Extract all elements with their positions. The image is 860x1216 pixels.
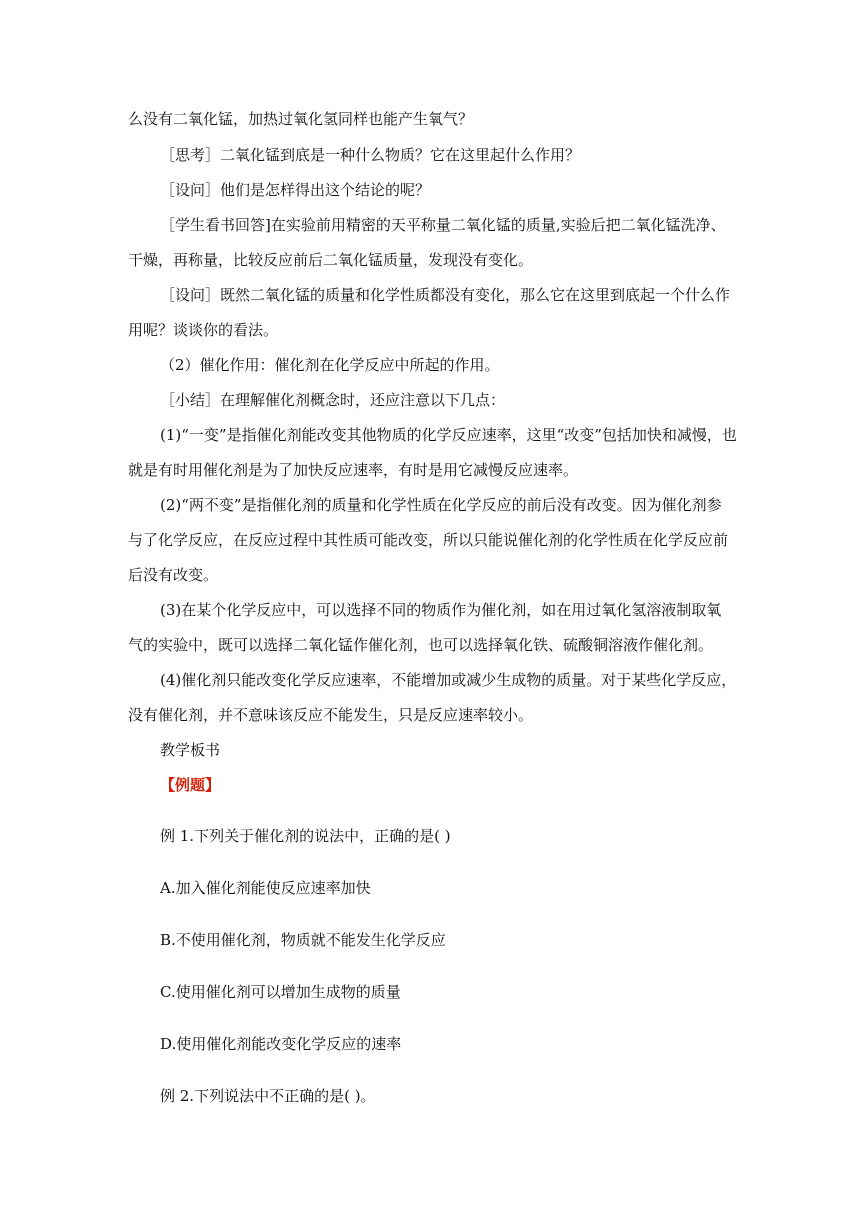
paragraph-line: (3)在某个化学反应中，可以选择不同的物质作为催化剂，如在用过氧化氢溶液制取氧 [160,601,722,619]
paragraph-line: (2)“两不变”是指催化剂的质量和化学性质在化学反应的前后没有改变。因为催化剂参 [160,496,722,514]
answer-option: C.使用催化剂可以增加生成物的质量 [160,983,401,1001]
paragraph-line: （2）催化作用：催化剂在化学反应中所起的作用。 [160,356,500,374]
answer-option: B.不使用催化剂，物质就不能发生化学反应 [160,931,446,949]
paragraph-line: 就是有时用催化剂是为了加快反应速率，有时是用它减慢反应速率。 [128,461,579,479]
paragraph-line: 干燥，再称量，比较反应前后二氧化锰质量，发现没有变化。 [128,251,534,269]
paragraph-line: ［学生看书回答]在实验前用精密的天平称量二氧化锰的质量,实验后把二氧化锰洗净、 [160,216,726,234]
paragraph-line: (1)“一变”是指催化剂能改变其他物质的化学反应速率，这里“改变”包括加快和减慢，也 [160,426,737,444]
paragraph-line: ［设问］他们是怎样得出这个结论的呢？ [160,181,431,199]
example-question: 例 1.下列关于催化剂的说法中，正确的是( ) [160,827,451,845]
section-label: 教学板书 [160,741,221,759]
paragraph-line: ［设问］既然二氧化锰的质量和化学性质都没有变化，那么它在这里到底起一个什么作 [160,286,731,304]
paragraph-line: ［思考］二氧化锰到底是一种什么物质？它在这里起什么作用？ [160,146,581,164]
example-heading: 【例题】 [160,776,221,794]
paragraph-line: (4)催化剂只能改变化学反应速率，不能增加或减少生成物的质量。对于某些化学反应， [160,671,737,689]
paragraph-line: 没有催化剂，并不意味该反应不能发生，只是反应速率较小。 [128,706,534,724]
answer-option: D.使用催化剂能改变化学反应的速率 [160,1035,402,1053]
paragraph-line: ［小结］在理解催化剂概念时，还应注意以下几点： [160,391,506,409]
answer-option: A.加入催化剂能使反应速率加快 [160,879,371,897]
example-question: 例 2.下列说法中不正确的是( )。 [160,1087,376,1105]
paragraph-line: 与了化学反应，在反应过程中其性质可能改变，所以只能说催化剂的化学性质在化学反应前 [128,531,729,549]
paragraph-line: 么没有二氧化锰，加热过氧化氢同样也能产生氧气？ [128,110,474,128]
paragraph-line: 后没有改变。 [128,566,219,584]
paragraph-line: 用呢？谈谈你的看法。 [128,321,279,339]
paragraph-line: 气的实验中，既可以选择二氧化锰作催化剂，也可以选择氧化铁、硫酸铜溶液作催化剂。 [128,636,714,654]
